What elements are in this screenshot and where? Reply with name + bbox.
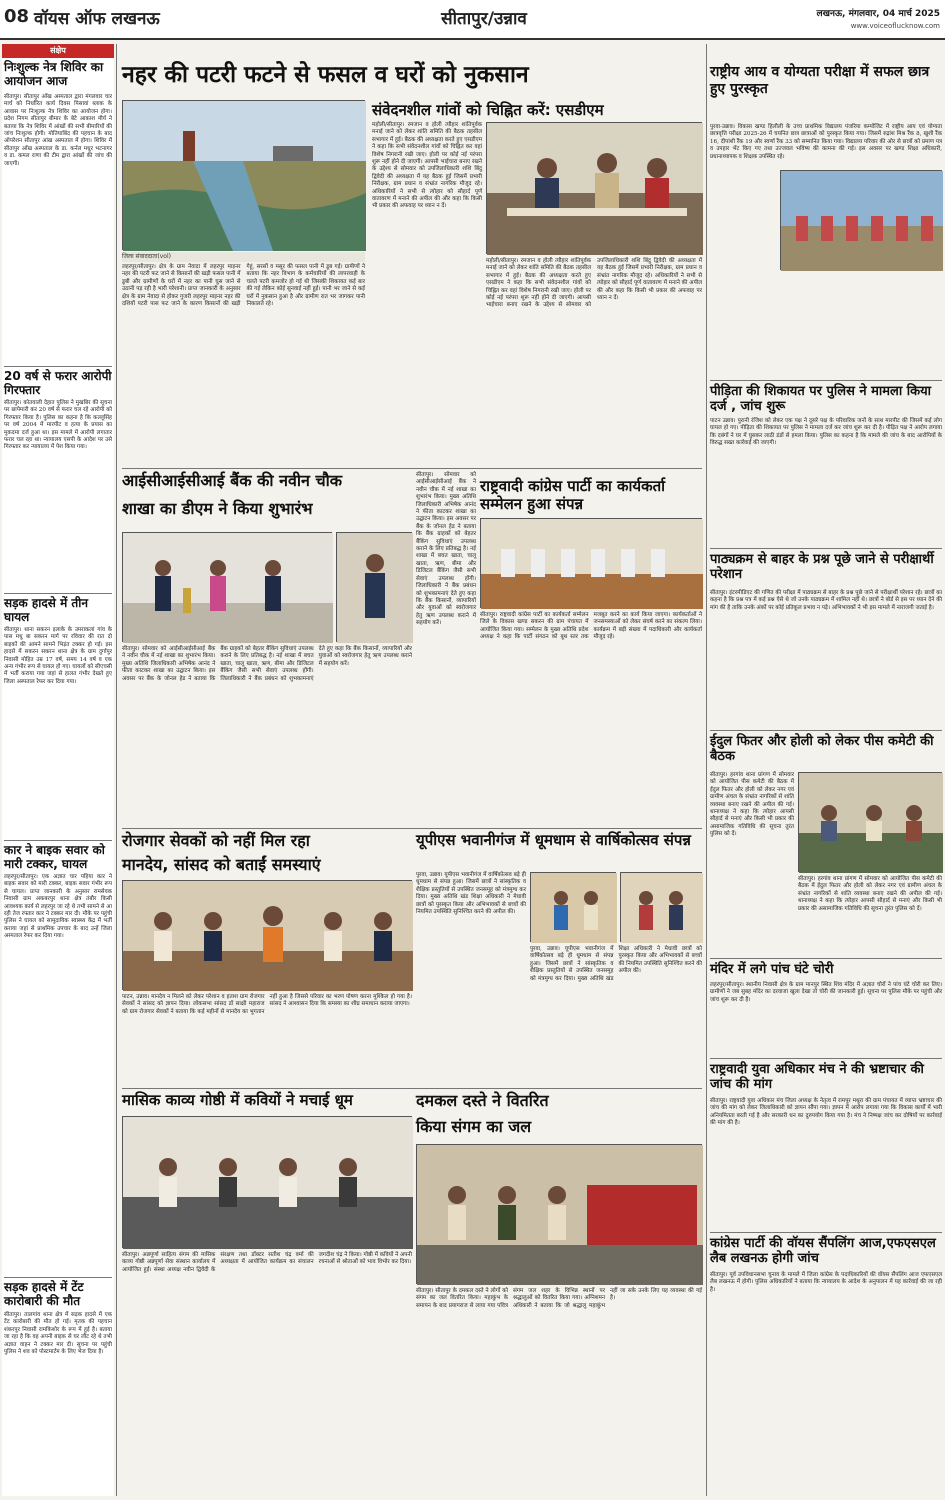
section-rule-3 [122, 1088, 702, 1089]
brief-5-body: सीतापुर। तालगांव थाना क्षेत्र में सड़क हादसे में एक टेंट कारोबारी की मौत हो गई। मृतक की पहचान शंकरपुर निवासी रामकिशोर के रूप में हुई है। बताया जा रहा है कि वह अपनी बाइक से घर लौट रहे थे तभी अज्ञात वाहन ने टक्कर मार दी। सूचना पर पहुंची पुलिस ने शव को पोस्टमार्टम के लिए भेज दिया है। [4, 1312, 114, 1356]
column-divider [116, 44, 117, 1496]
sdm-headline: संवेदनशील गांवों को चिह्नित करें: एसडीएम [372, 101, 604, 119]
annual-function-image [531, 873, 617, 943]
police-case-body: पाटन उन्नाव। पुरानी रंजिश को लेकर एक पक्ष ने दूसरे पक्ष के परिवारिक जनों के साथ मारपीट की जिसमें कई लोग घायल हो गए। पीड़िता की शिकायत पर पुलिस ने मामला दर्ज कर जांच शुरू कर दी है। पीड़ित पक्ष ने आरोप लगाया कि दबंगों ने घर में घुसकर लाठी डंडों से हमला किया। पुलिस का कहना है कि मामले की जांच के बाद आरोपियों के विरुद्ध सख्त कार्रवाई की जाएगी। [710, 418, 944, 447]
students-image [781, 171, 943, 271]
brief-label: संक्षेप [2, 44, 114, 58]
section-rule-1 [122, 468, 702, 469]
ncp-conference-photo [480, 518, 702, 608]
lead-body: लहरपुर/सीतापुर। क्षेत्र के ग्राम नेवादा में लहरपुर माइनर नहर की पटरी फट जाने से किसानों की खड़ी फसल पानी में डूबी और ग्रामीणों के घरों में नहर का पानी घुस जाने से उठानी पड़ रही है भारी परेशानी। प्राप्त जानकारी के अनुसार क्षेत्र के ग्राम नेवादा से होकर गुजरी लहरपुर माइनर नहर की दशियों पटरी पास फट जाने के कारण किसानों की खड़ी गेहूं, सरसों व मसूर की फसल पानी में डूब गई। ग्रामीणों ने बताया कि नहर विभाग के कर्मचारियों की लापरवाही के चलते पटरी कमजोर हो गई थी जिसकी शिकायत कई बार की गई लेकिन कोई सुनवाई नहीं हुई। पानी भर जाने से कई घरों में नुकसान हुआ है और ग्रामीण रात भर जागकर पानी निकालते रहे। [122, 264, 367, 308]
poets-image [123, 1117, 413, 1249]
peace-meeting-photo [798, 772, 942, 872]
brief-4-body: लहरपुर/सीतापुर। एक अज्ञात चार पहिया कार ने बाइक सवार को मारी टक्कर, बाइक सवार गंभीर रूप से घायल। प्राप्त जानकारी के अनुसार रामसेवक निवासी ग्राम अकबरपुर थाना क्षेत्र तंबौर किसी आवश्यक कार्य से लहरपुर जा रहे थे तभी सामने से आ रही तेज रफ्तार कार ने टक्कर मार दी। मौके पर पहुंची पुलिस ने घायल को सामुदायिक स्वास्थ्य केंद्र में भर्ती कराया जहां से प्राथमिक उपचार के बाद उन्हें जिला अस्पताल रेफर कर दिया गया। [4, 874, 114, 940]
fire-brigade-image [417, 1145, 703, 1285]
poetry-photo [122, 1116, 412, 1248]
inauguration-image [123, 533, 333, 643]
fire-photo [416, 1144, 702, 1284]
peace-meeting-image [799, 773, 943, 873]
mp-meeting-image [123, 881, 413, 991]
rozgar-photo [122, 880, 412, 990]
fire-body: सीतापुर। सीतापुर के दमकल दस्ते ने लोगों को संगम का जल वितरित किया। महाकुंभ के समापन के बाद प्रयागराज से लाया गया पवित्र संगम जल शहर के विभिन्न स्थानों पर श्रद्धालुओं को वितरित किया गया। अग्निशमन अधिकारी ने बताया कि जो श्रद्धालु महाकुंभ नहीं जा सके उनके लिए यह व्यवस्था की गई है। [416, 1288, 704, 1309]
ups-body: पुरवा, उन्नाव। यूपीएस भवानीगंज में वार्षिकोत्सव बड़े ही धूमधाम से संपन्न हुआ। जिसमें छात्रों ने सांस्कृतिक व शैक्षिक प्रस्तुतियों से उपस्थित जनसमूह को मंत्रमुग्ध कर दिया। मुख्य अतिथि खंड शिक्षा अधिकारी ने मेधावी छात्रों को पुरस्कृत किया और अभिभावकों से बच्चों की नियमित उपस्थिति सुनिश्चित करने की अपील की। [416, 872, 528, 916]
ncp-headline: राष्ट्रवादी कांग्रेस पार्टी का कार्यकर्ता सम्मेलन हुआ संपन्न [480, 477, 666, 513]
page-number: 08 [4, 6, 30, 27]
iftar-headline: ईदुल फितर और होली को लेकर पीस कमेटी की बैठक [710, 730, 942, 765]
icici-body: सीतापुर। सोमवार को आईसीआईसीआई बैंक ने नवीन चौक में नई शाखा का शुभारंभ किया। मुख्य अतिथि जिलाधिकारी अभिषेक आनंद ने फीता काटकर शाखा का उद्घाटन किया। इस अवसर पर बैंक के जोनल हेड ने बताया कि बैंक ग्राहकों को बेहतर बैंकिंग सुविधाएं उपलब्ध कराने के लिए प्रतिबद्ध है। नई शाखा में बचत खाता, चालू खाता, ऋण, बीमा और डिजिटल बैंकिंग जैसी सभी सेवाएं उपलब्ध होंगी। जिलाधिकारी ने बैंक प्रबंधन को शुभकामनाएं देते हुए कहा कि बैंक किसानों, व्यापारियों और युवाओं को स्वरोजगार हेतु ऋण उपलब्ध कराने में सहयोग करें। [122, 646, 414, 682]
ups-body-wide: पुरवा, उन्नाव। यूपीएस भवानीगंज में वार्षिकोत्सव बड़े ही धूमधाम से संपन्न हुआ। जिसमें छात्रों ने सांस्कृतिक व शैक्षिक प्रस्तुतियों से उपस्थित जनसमूह को मंत्रमुग्ध कर दिया। मुख्य अतिथि खंड शिक्षा अधिकारी ने मेधावी छात्रों को पुरस्कृत किया और अभिभावकों से बच्चों की नियमित उपस्थिति सुनिश्चित करने की अपील की। [530, 946, 704, 982]
fire-headline-2: किया संगम का जल [416, 1117, 532, 1136]
rozgar-headline-2: मानदेय, सांसद को बताईं समस्याएं [122, 855, 321, 874]
iftar-body: सीतापुर। हरगांव थाना प्रांगण में सोमवार को आयोजित पीस कमेटी की बैठक में ईदुल फितर और होली को लेकर नगर एवं ग्रामीण अंचल के संभ्रांत नागरिकों से शांति व्यवस्था बनाए रखने की अपील की गई। थानाध्यक्ष ने कहा कि त्योहार आपसी सौहार्द से मनाएं और किसी भी प्रकार की असामाजिक गतिविधि की सूचना तुरंत पुलिस को दें। [710, 772, 796, 838]
section-name: सीतापुर/उन्नाव [441, 9, 527, 29]
website: www.voiceoflucknow.com [850, 22, 940, 30]
temple-headline: मंदिर में लगे पांच घंटे चोरी [710, 958, 942, 977]
poetry-body: सीतापुर। अन्नपूर्णा साहित्य संगम की मासिक काव्य गोष्ठी अन्नपूर्णा सेवा संस्थान कार्यालय में आयोजित हुई। संस्था अध्यक्ष नवीन द्विवेदी के संरक्षण तथा डॉक्टर सतीश चंद्र वर्मा की अध्यक्षता में आयोजित कार्यक्रम का संचालन जगदीश चंद्र ने किया। गोष्ठी में कवियों ने अपनी रचनाओं से श्रोताओं को भाव विभोर कर दिया। [122, 1252, 414, 1273]
paper-title: वॉयस ऑफ लखनऊ [34, 9, 160, 29]
ncp-body: सीतापुर। राष्ट्रवादी कांग्रेस पार्टी का कार्यकर्ता सम्मेलन जिले के विकास खण्ड सकरन की ग्राम पंचायत में आयोजित किया गया। सम्मेलन के मुख्य अतिथि प्रदेश अध्यक्ष ने कहा कि पार्टी संगठन को बूथ स्तर तक मजबूत करने का कार्य किया जाएगा। कार्यकर्ताओं ने जनसमस्याओं को लेकर संघर्ष करने का संकल्प लिया। कार्यक्रम में बड़ी संख्या में पदाधिकारी और कार्यकर्ता मौजूद रहे। [480, 612, 704, 641]
brief-3-headline: सड़क हादसे में तीन घायल [4, 593, 112, 624]
brief-2-body: सीतापुर। कोतवाली देहात पुलिस ने मुखबिर की सूचना पर छापेमारी कर 20 वर्ष से फरार चल रहे आरोपी को गिरफ्तार किया है। पुलिस का कहना है कि कल्लूसिंह पर वर्ष 2004 में मारपीट व हत्या के प्रयास का मुकदमा दर्ज हुआ था। इस मामले में आरोपी लगातार फरार चल रहा था। न्यायालय एसपी के आदेश पर उसे गिरफ्तार कर न्यायालय में पेश किया गया। [4, 400, 114, 451]
prize-image [621, 873, 703, 943]
iftar-body-wide: सीतापुर। हरगांव थाना प्रांगण में सोमवार को आयोजित पीस कमेटी की बैठक में ईदुल फितर और होली को लेकर नगर एवं ग्रामीण अंचल के संभ्रांत नागरिकों से शांति व्यवस्था बनाए रखने की अपील की गई। थानाध्यक्ष ने कहा कि त्योहार आपसी सौहार्द से मनाएं और किसी भी प्रकार की असामाजिक गतिविधि की सूचना तुरंत पुलिस को दें। [798, 876, 944, 912]
brief-5-headline: सड़क हादसे में टेंट कारोबारी की मौत [4, 1277, 112, 1308]
temple-body: लहरपुर/सीतापुर। स्थानीय निवासी क्षेत्र के ग्राम मानपुर स्थित शिव मंदिर में अज्ञात चोरों ने पांच घंटे चोरी कर लिए। ग्रामीणों ने जब सुबह मंदिर का दरवाजा खुला देखा तो चोरी की जानकारी हुई। सूचना पर पुलिस मौके पर पहुंची और जांच शुरू कर दी है। [710, 982, 944, 1003]
masthead [0, 0, 945, 40]
icici-body-right: सीतापुर। सोमवार को आईसीआईसीआई बैंक ने नवीन चौक में नई शाखा का शुभारंभ किया। मुख्य अतिथि जिलाधिकारी अभिषेक आनंद ने फीता काटकर शाखा का उद्घाटन किया। इस अवसर पर बैंक के जोनल हेड ने बताया कि बैंक ग्राहकों को बेहतर बैंकिंग सुविधाएं उपलब्ध कराने के लिए प्रतिबद्ध है। नई शाखा में बचत खाता, चालू खाता, ऋण, बीमा और डिजिटल बैंकिंग जैसी सभी सेवाएं उपलब्ध होंगी। जिलाधिकारी ने बैंक प्रबंधन को शुभकामनाएं देते हुए कहा कि बैंक किसानों, व्यापारियों और युवाओं को स्वरोजगार हेतु ऋण उपलब्ध कराने में सहयोग करें। [416, 472, 478, 627]
brief-4-headline: कार ने बाइक सवार को मारी टक्कर, घायल [4, 840, 112, 871]
youth-headline: राष्ट्रवादी युवा अधिकार मंच ने की भ्रष्टाचार की जांच की मांग [710, 1058, 942, 1093]
exam-success-headline: राष्ट्रीय आय व योग्यता परीक्षा में सफल छात्र हुए पुरस्कृत [710, 64, 930, 97]
syllabus-headline: पाठ्यक्रम से बाहर के प्रश्न पूछे जाने से परीक्षार्थी परेशान [710, 548, 942, 583]
brief-1-body: सीतापुर। सीतापुर आँख अस्पताल द्वारा मंगलवार चार मार्च को निर्धारित कार्य दिवस पिसावां ब्लाक के आवास पर निःशुल्क नेत्र शिविर का आयोजन होगा। प्रदेश निगम सीतापुर बीमार के बेटे आकाश मौर्य ने बताया कि नेत्र शिविर में आंखों की सभी बीमारियों की जांच निःशुल्क होगी। मोतियाबिंद की पहचान के बाद ऑपरेशन सीतापुर आंख अस्पताल में होगा। शिविर में सीतापुर आँख अस्पताल के डा. कर्नल मधुर भटनागर व डा. कमल राणा की टीम द्वारा आंखों की जांच की जाएगी। [4, 94, 114, 167]
exam-success-body: पुरवा-उन्नाव। विकास खण्ड हिलौली के उच्च प्राथमिक विद्यालय पंजरिया कम्पोजिट में राष्ट्रीय आय एवं योग्यता छात्रवृत्ति परीक्षा 2025-26 में चयनित छात्र छात्राओं को पुरस्कृत किया गया। जिसमें रुद्रांश मिश्र रैंक 8, खुशी रैंक 16, दीपांशी रैंक 19 और स्वर्णा रैंक 33 को सम्मानित किया गया। विद्यालय परिवार की ओर से छात्रों को प्रमाण पत्र व उपहार भेंट किए गए तथा उज्जवल भविष्य की कामना की गई। इस अवसर पर खण्ड शिक्षा अधिकारी, प्रधानाध्यापक व शिक्षक उपस्थित रहे। [710, 124, 944, 160]
poetry-headline: मासिक काव्य गोष्ठी में कवियों ने मचाई धूम [122, 1091, 353, 1109]
sdm-body-col2: महोली/सीतापुर। रमजान व होली त्यौहार शांतिपूर्वक मनाई जाने को लेकर शांति समिति की बैठक तहसील सभागार में हुई। बैठक की अध्यक्षता करते हुए एसडीएम ने कहा कि सभी संवेदनशील गांवों को चिह्नित कर वहां विशेष निगरानी रखी जाए। होली पर कोई नई परंपरा शुरू नहीं होने दी जाएगी। आपसी भाईचारा बनाए रखने के उद्देश्य से सोमवार को उपजिलाधिकारी शशि बिंदु द्विवेदी की अध्यक्षता में यह बैठक हुई जिसमें प्रभारी निरीक्षक, ग्राम प्रधान व संभ्रांत नागरिक मौजूद रहे। अधिकारियों ने सभी से त्योहार को सौहार्द पूर्ण वातावरण में मनाने की अपील की और कहा कि किसी भी प्रकार की अफवाह पर ध्यान न दें। [486, 258, 704, 309]
brief-1-headline: निःशुल्क नेत्र शिविर का आयोजन आज [4, 60, 104, 89]
icici-ribbon-photo [336, 532, 412, 642]
ups-photo-1 [530, 872, 616, 942]
section-rule-2 [122, 828, 702, 829]
rozgar-body: पाटन, उन्नाव। मानदेय न मिलने को लेकर परेशान व हताश ग्राम रोजगार सेवकों ने सांसद को ज्ञापन दिया। लोकसभा सांसद डॉ साक्षी महाराज को ग्राम रोजगार सेवकों ने बताया कि कई महीनों से मानदेय का भुगतान नहीं हुआ है जिससे परिवार का भरण पोषण करना मुश्किल हो गया है। सांसद ने आश्वासन दिया कि समस्या का शीघ्र समाधान कराया जाएगा। [122, 994, 414, 1015]
brief-2-headline: 20 वर्ष से फरार आरोपी गिरफ्तार [4, 366, 112, 397]
ups-photo-2 [620, 872, 702, 942]
sdm-body-col1: महोली/सीतापुर। रमजान व होली त्यौहार शांतिपूर्वक मनाई जाने को लेकर शांति समिति की बैठक तहसील सभागार में हुई। बैठक की अध्यक्षता करते हुए एसडीएम ने कहा कि सभी संवेदनशील गांवों को चिह्नित कर वहां विशेष निगरानी रखी जाए। होली पर कोई नई परंपरा शुरू नहीं होने दी जाएगी। आपसी भाईचारा बनाए रखने के उद्देश्य से सोमवार को उपजिलाधिकारी शशि बिंदु द्विवेदी की अध्यक्षता में यह बैठक हुई जिसमें प्रभारी निरीक्षक, ग्राम प्रधान व संभ्रांत नागरिक मौजूद रहे। अधिकारियों ने सभी से त्योहार को सौहार्द पूर्ण वातावरण में मनाने की अपील की और कहा कि किसी भी प्रकार की अफवाह पर ध्यान न दें। [372, 122, 484, 210]
canal-photo [122, 100, 365, 250]
police-case-headline: पीड़िता की शिकायत पर पुलिस ने मामला किया दर्ज , जांच शुरू [710, 380, 942, 415]
rozgar-headline-1: रोजगार सेवकों को नहीं मिल रहा [122, 831, 310, 850]
left-column [2, 44, 114, 1496]
icici-headline-1: आईसीआईसीआई बैंक की नवीन चौक [122, 471, 343, 490]
congress-headline: कांग्रेस पार्टी की वॉयस सैंपलिंग आज,एफएसएल लैब लखनऊ होगी जांच [710, 1232, 942, 1267]
ribbon-image [337, 533, 413, 643]
ups-headline: यूपीएस भवानीगंज में धूमधाम से वार्षिकोत्सव संपन्न [416, 831, 691, 849]
syllabus-body: सीतापुर। इंटरमीडिएट की गणित की परीक्षा में पाठ्यक्रम से बाहर के प्रश्न पूछे जाने से परीक्षार्थी परेशान रहे। छात्रों का कहना है कि प्रश्न पत्र में कई प्रश्न ऐसे थे जो उनके पाठ्यक्रम में शामिल नहीं थे। छात्रों ने बोर्ड से इस पर ध्यान देने की मांग की है ताकि उनके अंकों पर कोई प्रतिकूल प्रभाव न पड़े। अभिभावकों ने भी इस मामले में नाराजगी जताई है। [710, 590, 944, 611]
dateline: लखनऊ, मंगलवार, 04 मार्च 2025 [816, 9, 940, 19]
canal-photo-caption: जिला संवाददाता(vol) [122, 252, 365, 262]
congress-body: सीतापुर। पूर्व उपविधानसभा चुनाव के मामले में जिला कांग्रेस के पदाधिकारियों की वॉयस सैंपलिंग आज एफएसएल लैब लखनऊ में होगी। पुलिस अधिकारियों ने बताया कि न्यायालय के आदेश के अनुपालन में यह कार्रवाई की जा रही है। [710, 1272, 944, 1293]
students-photo [780, 170, 942, 270]
icici-headline-2: शाखा का डीएम ने किया शुभारंभ [122, 499, 313, 518]
meeting-image [487, 123, 703, 255]
canal-breach-image [123, 101, 366, 251]
lead-headline: नहर की पटरी फटने से फसल व घरों को नुकसान [122, 62, 529, 88]
fire-headline-1: दमकल दस्ते ने वितरित [416, 1091, 549, 1110]
sdm-meeting-photo [486, 122, 702, 254]
brief-3-body: सीतापुर। थाना सकरन इलाके के उमराकलां गांव के पास मधु बा सकरन मार्ग पर रविवार की रात दो बाइकों की आमने सामने भिड़ंत टक्कर हो गई। इस हादसे में सकरन सकरन थाना क्षेत्र के ग्राम दुर्गापुर निवासी मोहित उम्र 17 वर्ष, समय 14 वर्ष व एक अन्य गंभीर रूप से घायल हो गए। घायलों को सीएचसी में भर्ती कराया गया जहां से हालत गंभीर देखते हुए जिला अस्पताल रेफर कर दिया गया। [4, 627, 114, 685]
right-divider [706, 44, 707, 1496]
conference-image [481, 519, 703, 609]
youth-body: सीतापुर। राष्ट्रवादी युवा अधिकार मंच जिला अध्यक्ष के नेतृत्व में रामपुर मथुरा की ग्राम पंचायत में व्याप्त भ्रष्टाचार की जांच की मांग को लेकर जिलाधिकारी को ज्ञापन सौंपा गया। ज्ञापन में आरोप लगाया गया कि विकास कार्यों में भारी अनियमितता बरती गई है और सरकारी धन का दुरुपयोग किया गया है। मंच ने निष्पक्ष जांच कर दोषियों पर कार्रवाई की मांग की है। [710, 1098, 944, 1127]
icici-inauguration-photo [122, 532, 332, 642]
